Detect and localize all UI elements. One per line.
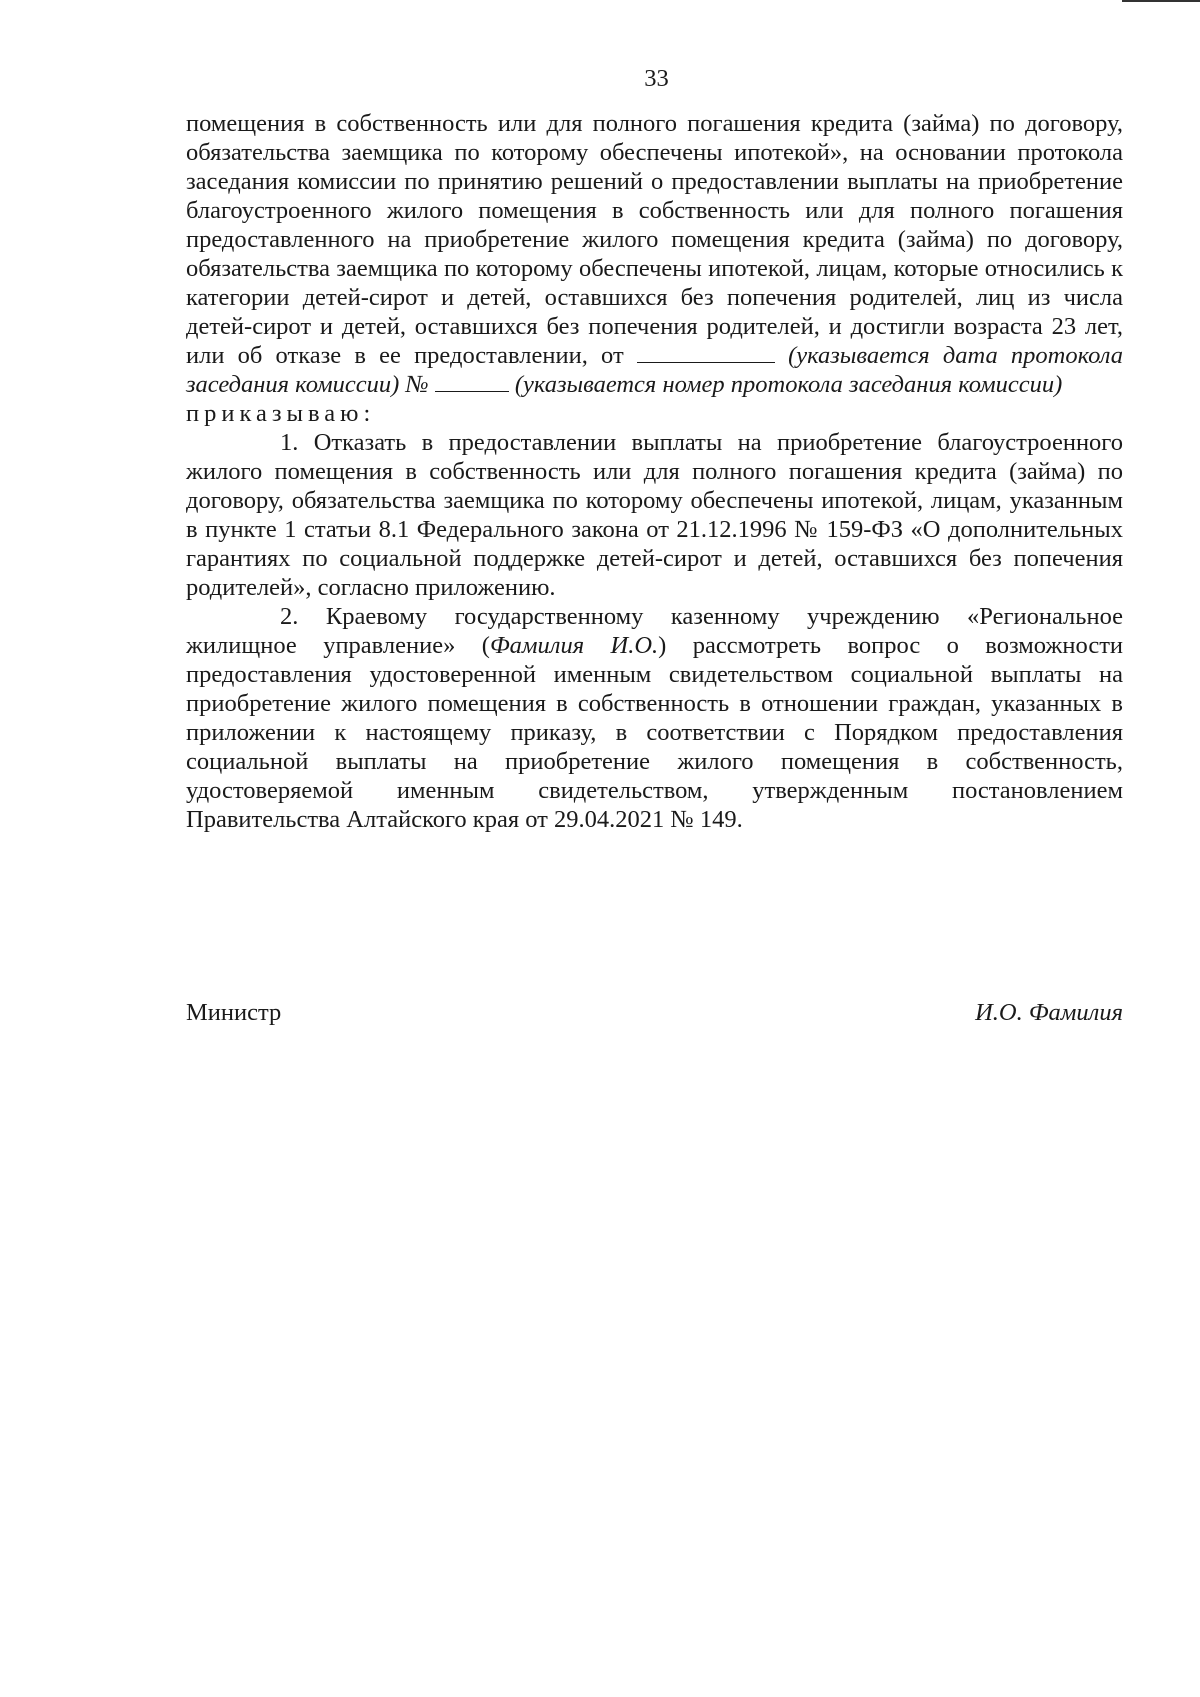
page-number: 33 — [644, 65, 669, 92]
paragraph-preamble — [186, 109, 1123, 399]
date-hint: (указывается дата протокола заседания комиссии) — [186, 342, 1123, 398]
item-2-text-b: ) рассмотреть вопрос о возможности предоставления удостоверенной именным свидетельством социальной выплаты на приобретение жилого помещения в собственность в отношении граждан, указанных в приложении к настоящему приказу, в соответствии с Порядком предоставления социальной выплаты на приобретение жилого помещения в собственность, удостоверяемой именным свидетельством, утвержденным постановлением Правительства Алтайского края от 29.04.2021 № 149. — [186, 632, 1124, 833]
item-1: 1. Отказать в предоставлении выплаты на приобретение благоустроенного жилого помещения в собственность или для полного погашения кредита (займа) по договору, обязательства заемщика по которому обеспечены ипотекой, лицам, указанным в пункте 1 статьи 8.1 Федерального закона от 21.12.1996 № 159-ФЗ «О дополнительных гарантиях по социальной поддержке детей-сирот и детей, оставшихся без попечения родителей», согласно приложению. — [186, 429, 1123, 601]
order-word: приказываю: — [186, 400, 376, 427]
signature-block — [186, 998, 1123, 1027]
signer-position: Министр — [186, 999, 282, 1026]
scan-edge-mark — [1122, 0, 1200, 2]
item-2 — [186, 602, 1123, 834]
item-2-text-a: 2. Краевому государственному казенному учреждению «Региональное жилищное управление» ( — [186, 603, 1123, 659]
item-2-name-hint: Фамилия И.О. — [489, 632, 659, 659]
number-hint: (указывается номер протокола заседания комиссии) — [514, 371, 1063, 398]
date-blank — [637, 344, 775, 363]
signer-name: И.О. Фамилия — [975, 999, 1123, 1026]
order-word-line — [186, 399, 1123, 428]
preamble-text: помещения в собственность или для полного погашения кредита (займа) по договору, обязательства заемщика по которому обеспечены ипотекой», на основании протокола заседания комиссии по принятию решений о предоставлении выплаты на приобретение благоустроенного жилого помещения в собственность или для полного погашения предоставленного на приобретение жилого помещения кредита (займа) по договору, обязательства заемщика по которому обеспечены ипотекой, лицам, которые относились к категории детей-сирот и детей, оставшихся без попечения родителей, лиц из числа детей-сирот и детей, оставшихся без попечения родителей, и достигли возраста 23 лет, или об отказе в ее предоставлении, от — [186, 110, 1123, 369]
document-body — [186, 109, 1123, 834]
number-sign: № — [405, 371, 429, 398]
number-blank — [435, 373, 509, 392]
